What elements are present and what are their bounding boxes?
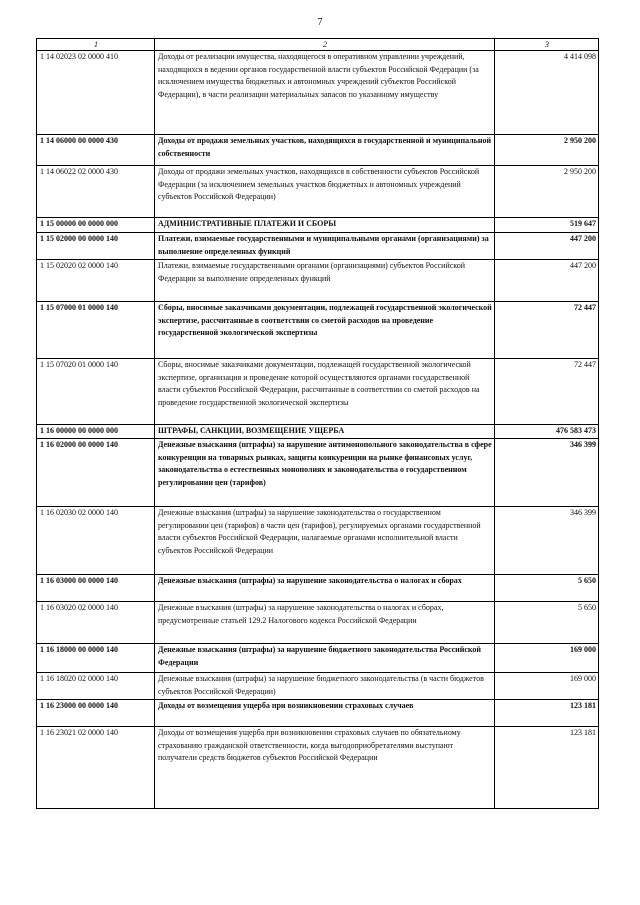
name-cell: Денежные взыскания (штрафы) за нарушение антимонопольного законодательства в сфере конкуренции на товарных рынках, защиты конкуренции на рынке финансовых услуг, законодательства о естественных монополиях и законодательства о государственном регулировании цен (тарифов) <box>155 439 495 507</box>
table-row <box>37 218 599 233</box>
amount-cell: 2 950 200 <box>495 135 599 166</box>
code-cell: 1 16 02030 02 0000 140 <box>37 507 155 575</box>
amount-cell: 346 399 <box>495 439 599 507</box>
amount-cell: 72 447 <box>495 359 599 425</box>
amount-cell: 476 583 473 <box>495 425 599 439</box>
code-cell: 1 16 18000 00 0000 140 <box>37 644 155 673</box>
code-cell: 1 14 06022 02 0000 430 <box>37 166 155 218</box>
name-cell: Доходы от возмещения ущерба при возникновении страховых случаев <box>155 700 495 727</box>
table-row <box>37 673 599 700</box>
amount-cell: 5 650 <box>495 575 599 602</box>
code-cell: 1 14 02023 02 0000 410 <box>37 51 155 135</box>
amount-cell: 72 447 <box>495 302 599 359</box>
table-row <box>37 260 599 302</box>
table-row <box>37 507 599 575</box>
name-cell: Доходы от возмещения ущерба при возникновении страховых случаев по обязательному страхованию гражданской ответственности, когда выгодоприобретателями выступают получатели средств бюджетов субъектов Российской Федерации <box>155 727 495 809</box>
table-row <box>37 575 599 602</box>
code-cell: 1 16 23021 02 0000 140 <box>37 727 155 809</box>
header-cell-code: 1 <box>37 39 155 51</box>
table-row <box>37 359 599 425</box>
amount-cell: 169 000 <box>495 673 599 700</box>
header-row <box>37 39 599 51</box>
table-row <box>37 700 599 727</box>
code-cell: 1 16 00000 00 0000 000 <box>37 425 155 439</box>
code-cell: 1 15 00000 00 0000 000 <box>37 218 155 233</box>
code-cell: 1 16 23000 00 0000 140 <box>37 700 155 727</box>
name-cell: ШТРАФЫ, САНКЦИИ, ВОЗМЕЩЕНИЕ УЩЕРБА <box>155 425 495 439</box>
name-cell: Доходы от продажи земельных участков, находящихся в государственной и муниципальной собственности <box>155 135 495 166</box>
name-cell: Сборы, вносимые заказчиками документации, подлежащей государственной экологической экспертизе, рассчитанные в соответствии со сметой расходов на проведение государственной экологической экспертизы <box>155 302 495 359</box>
code-cell: 1 15 02000 00 0000 140 <box>37 233 155 260</box>
header-cell-amount: 3 <box>495 39 599 51</box>
name-cell: Денежные взыскания (штрафы) за нарушение законодательства о налогах и сборах, предусмотренные статьей 129.2 Налогового кодекса Российской Федерации <box>155 602 495 644</box>
table-row <box>37 233 599 260</box>
name-cell: Денежные взыскания (штрафы) за нарушение бюджетного законодательства Российской Федерации <box>155 644 495 673</box>
code-cell: 1 15 07000 01 0000 140 <box>37 302 155 359</box>
code-cell: 1 14 06000 00 0000 430 <box>37 135 155 166</box>
amount-cell: 169 000 <box>495 644 599 673</box>
name-cell: Доходы от реализации имущества, находящегося в оперативном управлении учреждений, находящихся в ведении органов государственной власти субъектов Российской Федерации (за исключением имущества бюджетных и автономных учреждений субъектов Российской Федерации), в части реализации материальных запасов по указанному имуществу <box>155 51 495 135</box>
code-cell: 1 15 02020 02 0000 140 <box>37 260 155 302</box>
amount-cell: 2 950 200 <box>495 166 599 218</box>
page-number: 7 <box>317 17 323 28</box>
amount-cell: 346 399 <box>495 507 599 575</box>
table-row <box>37 135 599 166</box>
table-row <box>37 302 599 359</box>
code-cell: 1 16 02000 00 0000 140 <box>37 439 155 507</box>
amount-cell: 123 181 <box>495 700 599 727</box>
amount-cell: 4 414 098 <box>495 51 599 135</box>
amount-cell: 123 181 <box>495 727 599 809</box>
revenue-table <box>36 38 599 809</box>
table-row <box>37 425 599 439</box>
name-cell: Доходы от продажи земельных участков, находящихся в собственности субъектов Российской Федерации (за исключением земельных участков бюджетных и автономных учреждений субъектов Российской Федерации) <box>155 166 495 218</box>
code-cell: 1 16 18020 02 0000 140 <box>37 673 155 700</box>
code-cell: 1 16 03000 00 0000 140 <box>37 575 155 602</box>
name-cell: Сборы, вносимые заказчиками документации, подлежащей государственной экологической экспертизе, организация и проведение которой осуществляются органами государственной власти субъектов Российской Федерации, рассчитанные в соответствии со сметой расходов на проведение государственной экологической экспертизы <box>155 359 495 425</box>
header-cell-name: 2 <box>155 39 495 51</box>
table-row <box>37 727 599 809</box>
name-cell: Платежи, взимаемые государственными и муниципальными органами (организациями) за выполнение определенных функций <box>155 233 495 260</box>
amount-cell: 447 200 <box>495 260 599 302</box>
amount-cell: 447 200 <box>495 233 599 260</box>
code-cell: 1 15 07020 01 0000 140 <box>37 359 155 425</box>
name-cell: Платежи, взимаемые государственными органами (организациями) субъектов Российской Федерации за выполнение определенных функций <box>155 260 495 302</box>
table-row <box>37 439 599 507</box>
table-row <box>37 166 599 218</box>
table-row <box>37 644 599 673</box>
name-cell: Денежные взыскания (штрафы) за нарушение законодательства о государственном регулировании цен (тарифов) в части цен (тарифов), регулируемых органами государственной власти субъектов Российской Федерации, налагаемые органами исполнительной власти субъектов Российской Федерации <box>155 507 495 575</box>
name-cell: Денежные взыскания (штрафы) за нарушение бюджетного законодательства (в части бюджетов субъектов Российской Федерации) <box>155 673 495 700</box>
table-row <box>37 51 599 135</box>
name-cell: Денежные взыскания (штрафы) за нарушение законодательства о налогах и сборах <box>155 575 495 602</box>
table-row <box>37 602 599 644</box>
amount-cell: 519 647 <box>495 218 599 233</box>
name-cell: АДМИНИСТРАТИВНЫЕ ПЛАТЕЖИ И СБОРЫ <box>155 218 495 233</box>
code-cell: 1 16 03020 02 0000 140 <box>37 602 155 644</box>
amount-cell: 5 650 <box>495 602 599 644</box>
